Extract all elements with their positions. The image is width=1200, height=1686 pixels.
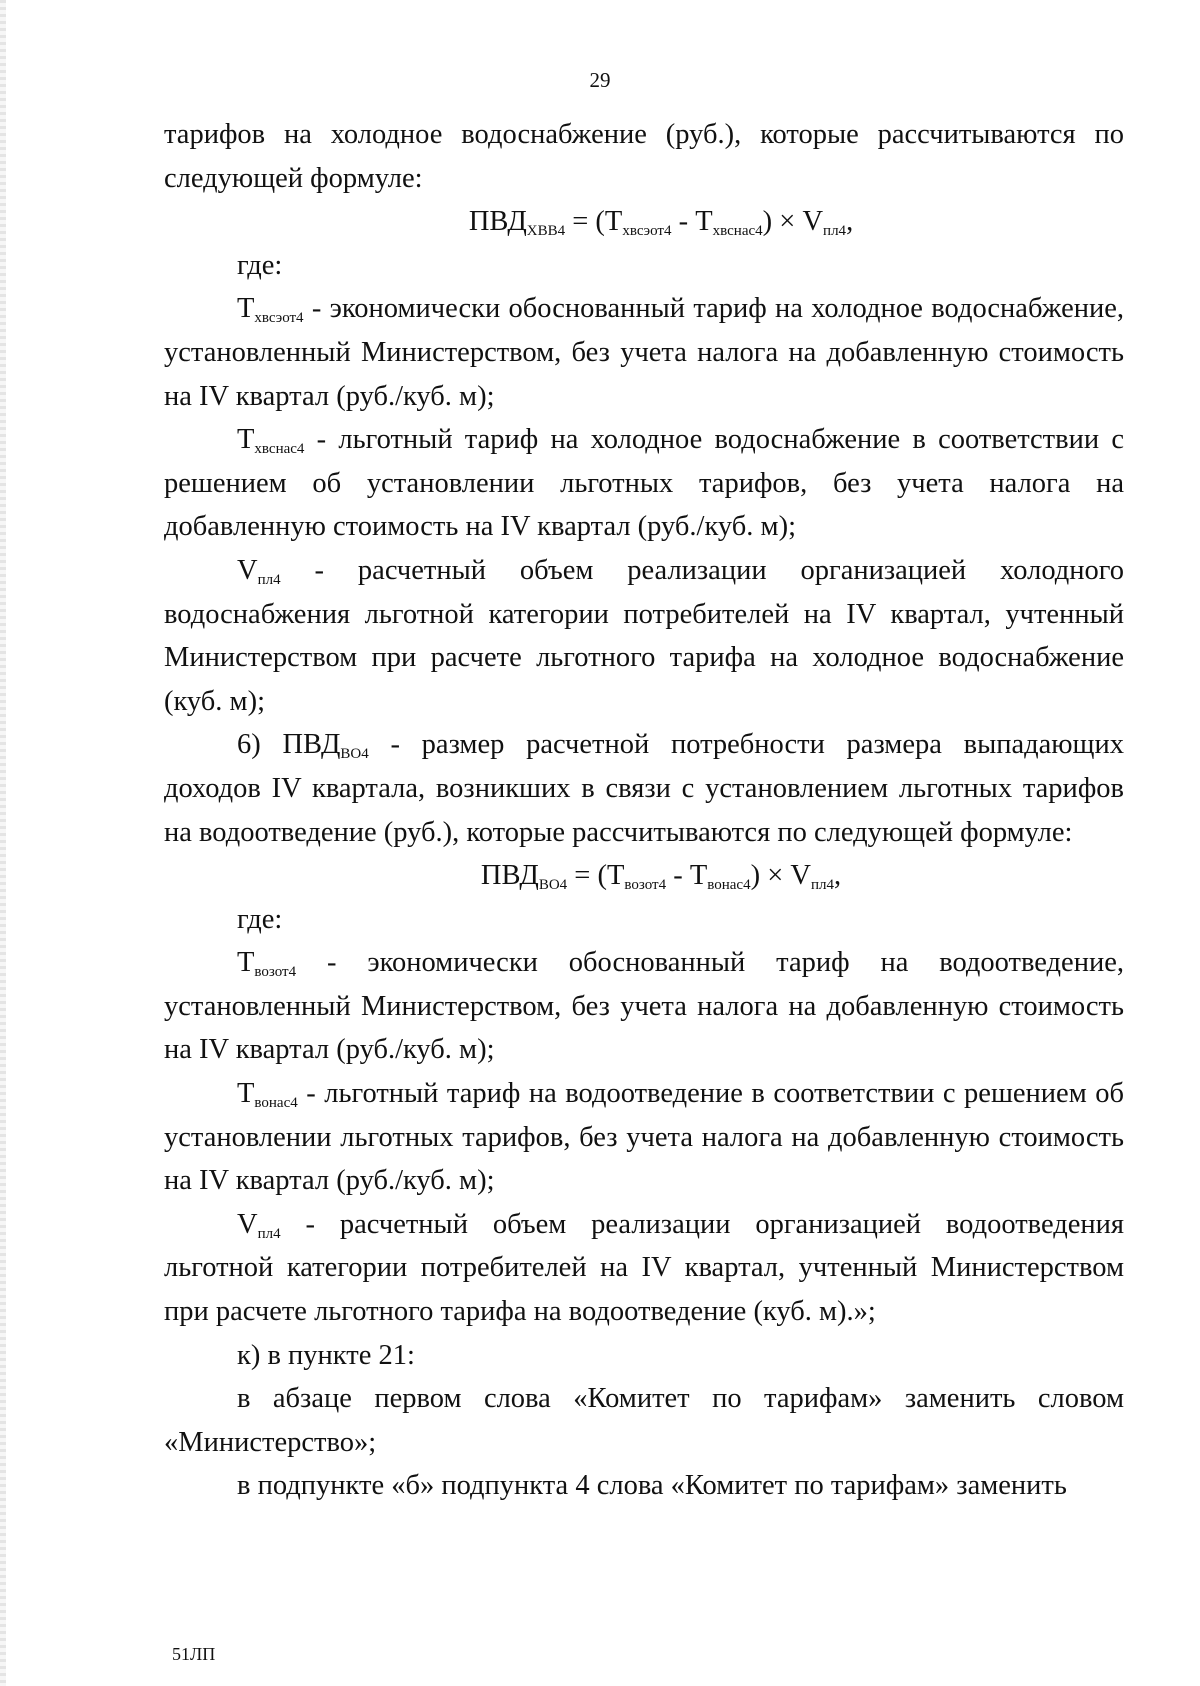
definition-t-hvsnas4: $Т_{хвснас4}$ - льготный тариф на холодное водоснабжение в соответствии с решением об установлении льготных тарифов, без учета налога на добавленную стоимость на IV квартал (руб./куб. м); xyxy=(164,424,1124,543)
formula-hvv4: $ПВД_{ХВВ4} = (Т_{хвсэот4} - Т_{хвснас4}) \times V_{пл4}$, xyxy=(468,206,854,240)
definition-t-vonas4: $Т_{вонас4}$ - льготный тариф на водоотведение в соответствии с решением об установлении льготных тарифов, без учета налога на добавленную стоимость на IV квартал (руб./куб. м); xyxy=(164,1078,1124,1197)
paragraph-first-abzac: в абзаце первом слова «Комитет по тарифам» заменить словом «Министерство»; xyxy=(164,1383,1124,1458)
formula-vo4: $ПВД_{ВО4} = (Т_{возот4} - Т_{вонас4}) \times V_{пл4}$, xyxy=(480,860,842,894)
definition-t-hvseot4: $Т_{хвсэот4}$ - экономически обоснованный тариф на холодное водоснабжение, установленный Министерством, без учета налога на добавленную стоимость на IV квартал (руб./куб. м); xyxy=(164,293,1124,412)
definition-v-pl4-drain: $V_{пл4}$ - расчетный объем реализации организацией водоотведения льготной категории потребителей на IV квартал, учтенный Министерством при расчете льготного тарифа на водоотведение (куб. м).»; xyxy=(164,1208,1124,1328)
footer-code: 51ЛП xyxy=(172,1644,216,1664)
definition-t-vozot4: $Т_{возот4}$ - экономически обоснованный тариф на водоотведение, установленный Министерством, без учета налога на добавленную стоимость на IV квартал (руб./куб. м); xyxy=(164,947,1124,1066)
paragraph-intro: тарифов на холодное водоснабжение (руб.), которые рассчитываются по следующей формуле: xyxy=(164,119,1124,194)
item-6: 6) $ПВД_{ВО4}$ - размер расчетной потребности размера выпадающих доходов IV квартала, возникших в связи с установлением льготных тарифов на водоотведение (руб.), которые рассчитываются по следующей формуле: xyxy=(164,729,1125,848)
document-body xyxy=(164,113,1124,1508)
definition-v-pl4-water: $V_{пл4}$ - расчетный объем реализации организацией холодного водоснабжения льготной категории потребителей на IV квартал, учтенный Министерством при расчете льготного тарифа на холодное водоснабжение (куб. м); xyxy=(164,554,1124,717)
where-label-2: где: xyxy=(237,903,283,935)
where-label-1: где: xyxy=(237,249,283,281)
scan-edge xyxy=(0,0,6,1686)
paragraph-subitem-b: в подпункте «б» подпункта 4 слова «Комитет по тарифам» заменить xyxy=(237,1470,1067,1502)
item-k: к) в пункте 21: xyxy=(237,1339,415,1371)
page-number: 29 xyxy=(589,68,611,92)
